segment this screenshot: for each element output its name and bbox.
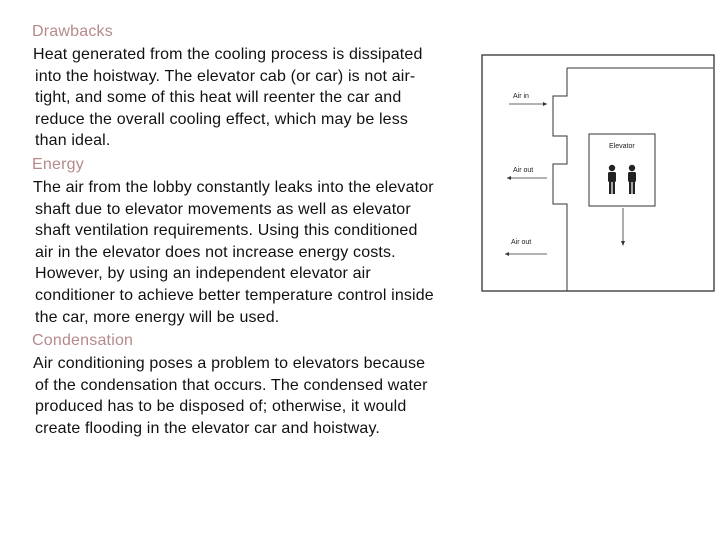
text-line: into the hoistway. The elevator cab (or car) is not air-: [35, 67, 416, 85]
text-line: reduce the overall cooling effect, which may be less: [35, 110, 409, 128]
text-line: conditioner to achieve better temperature control inside: [35, 286, 434, 304]
label-air-out-lower: Air out: [511, 239, 532, 246]
text-line: Air conditioning poses a problem to elevators because: [33, 355, 426, 373]
label-air-in: Air in: [513, 93, 529, 100]
text-line: create flooding in the elevator car and hoistway.: [35, 419, 381, 437]
heading-energy: Energy: [32, 155, 84, 173]
text-line: tight, and some of this heat will reenter the car and: [35, 89, 402, 107]
text-line: air in the elevator does not increase energy costs.: [35, 243, 396, 261]
text-line: than ideal.: [35, 132, 111, 150]
text-line: shaft due to elevator movements as well as elevator: [35, 200, 411, 218]
elevator-airflow-diagram: [481, 54, 716, 294]
paragraph-condensation: [32, 353, 477, 439]
diagram-svg: [481, 54, 716, 294]
heading-condensation: Condensation: [32, 332, 134, 350]
label-air-out-upper: Air out: [513, 167, 534, 174]
text-line: produced has to be disposed of; otherwise, it would: [35, 398, 407, 416]
text-line: the car, more energy will be used.: [35, 308, 280, 326]
paragraph-energy: [32, 177, 477, 328]
label-elevator: Elevator: [609, 143, 635, 150]
text-line: However, by using an independent elevator air: [35, 265, 371, 283]
text-line: shaft ventilation requirements. Using this conditioned: [35, 222, 418, 240]
heading-drawbacks: Drawbacks: [32, 23, 113, 40]
text-line: of the condensation that occurs. The condensed water: [35, 376, 428, 394]
paragraph-drawbacks: [32, 44, 477, 152]
article-text: [32, 21, 477, 442]
text-line: Heat generated from the cooling process is dissipated: [33, 46, 423, 63]
text-line: The air from the lobby constantly leaks into the elevator: [33, 178, 434, 196]
